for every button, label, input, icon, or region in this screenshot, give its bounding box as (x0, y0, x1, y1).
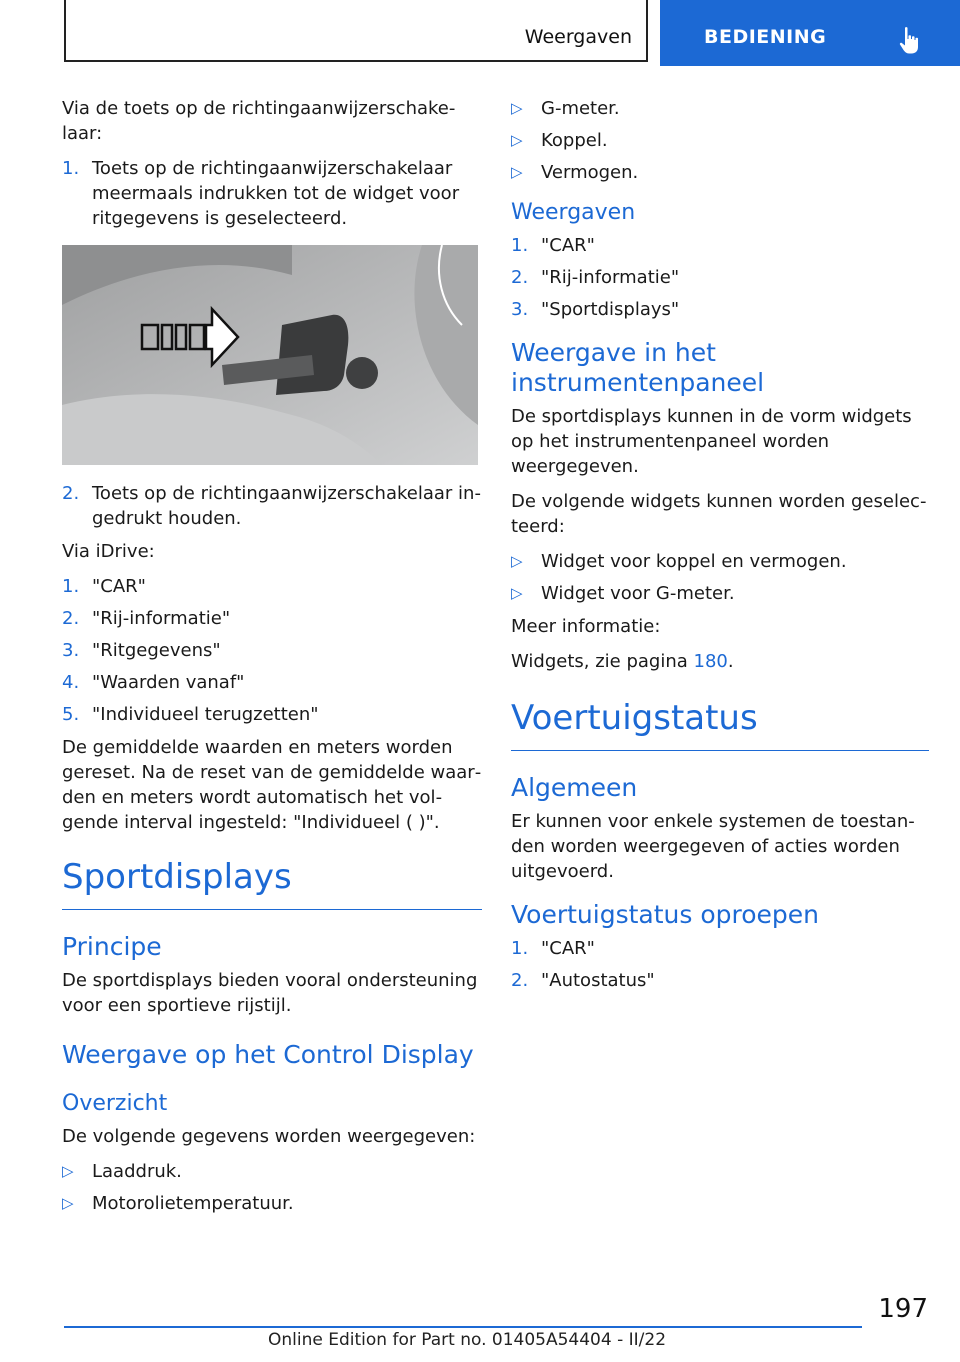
triangle-bullet-icon: ▷ (511, 99, 523, 117)
bullet-text: Widget voor G-meter. (541, 583, 735, 604)
bullet-text: Laaddruk. (92, 1161, 182, 1182)
intro-text: Via de toets op de richtingaanwijzerschakelaar: (62, 98, 456, 144)
heading-instrumentenpaneel: Weergave in het instrumentenpaneel (511, 338, 765, 397)
list-item (511, 968, 929, 993)
step-text: "Waarden vanaf" (92, 672, 245, 693)
list-item (511, 549, 929, 574)
section-header-box (64, 0, 648, 62)
bullet-text: Motorolietemperatuur. (92, 1193, 294, 1214)
heading-control-display: Weergave op het Control Display (62, 1040, 474, 1069)
reset-paragraph: De gemiddelde waarden en meters worden gereset. Na de reset van de gemiddelde waarden en meters wordt automatisch het volgende interval ingesteld: "Individueel ( )". (62, 737, 482, 833)
heading-voertuigstatus: Voertuigstatus (511, 696, 929, 751)
step-text: "Rij-informatie" (92, 608, 231, 629)
page-number: 197 (878, 1294, 928, 1324)
step-number: 2. (511, 970, 529, 991)
list-item (62, 606, 482, 631)
step-number: 4. (62, 672, 80, 693)
list-item (511, 160, 929, 185)
steps-list-a (62, 156, 482, 231)
via-idrive-text: Via iDrive: (62, 541, 155, 562)
step-text: "Rij-informatie" (541, 267, 680, 288)
meer-info-text: Meer informatie: (511, 616, 661, 637)
list-item (62, 702, 482, 727)
heading-overzicht: Overzicht (62, 1091, 168, 1116)
triangle-bullet-icon: ▷ (511, 584, 523, 602)
step-number: 2. (62, 483, 80, 504)
idrive-steps (62, 574, 482, 727)
heading-weergaven: Weergaven (511, 200, 636, 225)
list-item (511, 233, 929, 258)
reference-text: Widgets, zie pagina (511, 651, 694, 672)
page-link[interactable]: 180 (693, 651, 728, 672)
list-item (62, 1191, 482, 1216)
bullet-text: Widget voor koppel en vermogen. (541, 551, 847, 572)
steps-list-b (62, 481, 482, 531)
page-header (64, 0, 960, 66)
step-text: "CAR" (541, 938, 595, 959)
step-number: 5. (62, 704, 80, 725)
step-number: 1. (511, 938, 529, 959)
display-bullets (511, 96, 929, 185)
step-number: 1. (62, 158, 80, 179)
step-number: 2. (62, 608, 80, 629)
step-text: Toets op de richtingaanwijzerschakelaar meermaals indrukken tot de widget voor ritgegevens is geselecteerd. (92, 158, 460, 229)
step-text: "CAR" (92, 576, 146, 597)
bullet-text: Koppel. (541, 130, 608, 151)
widget-bullets (511, 549, 929, 606)
chapter-tab (660, 0, 960, 66)
list-item (511, 128, 929, 153)
bullet-text: G-meter. (541, 98, 620, 119)
list-item (511, 936, 929, 961)
right-column (511, 96, 929, 1001)
section-title: Weergaven (524, 26, 632, 48)
step-text: "Ritgegevens" (92, 640, 221, 661)
triangle-bullet-icon: ▷ (511, 552, 523, 570)
step-text: "Sportdisplays" (541, 299, 680, 320)
triangle-bullet-icon: ▷ (62, 1194, 74, 1212)
oproepen-steps (511, 936, 929, 993)
list-item (62, 638, 482, 663)
instrument-text-2: De volgende widgets kunnen worden geselecteerd: (511, 491, 927, 537)
overzicht-text: De volgende gegevens worden weergegeven: (62, 1126, 476, 1147)
step-text: "Autostatus" (541, 970, 655, 991)
overzicht-bullets (62, 1159, 482, 1216)
heading-oproepen: Voertuigstatus oproepen (511, 900, 820, 929)
list-item (511, 297, 929, 322)
step-text: Toets op de richtingaanwijzerschakelaar ingedrukt houden. (92, 483, 481, 529)
edition-text: Online Edition for Part no. 01405A54404 - II/22 (268, 1330, 667, 1350)
chapter-title: BEDIENING (704, 26, 827, 48)
algemeen-text: Er kunnen voor enkele systemen de toestanden worden weergegeven of acties worden uitgevoerd. (511, 811, 915, 882)
list-item (511, 96, 929, 121)
list-item (511, 265, 929, 290)
step-number: 1. (62, 576, 80, 597)
list-item (511, 581, 929, 606)
step-number: 3. (511, 299, 529, 320)
left-column (62, 96, 482, 1224)
step-number: 3. (62, 640, 80, 661)
list-item (62, 670, 482, 695)
heading-sportdisplays: Sportdisplays (62, 855, 482, 910)
bullet-text: Vermogen. (541, 162, 639, 183)
step-text: "CAR" (541, 235, 595, 256)
reference-suffix: . (727, 651, 734, 672)
triangle-bullet-icon: ▷ (511, 163, 523, 181)
turn-signal-switch-illustration (62, 245, 478, 465)
step-number: 2. (511, 267, 529, 288)
widgets-reference (511, 649, 929, 674)
list-item (62, 156, 482, 231)
triangle-bullet-icon: ▷ (62, 1162, 74, 1180)
weergaven-steps (511, 233, 929, 322)
step-number: 1. (511, 235, 529, 256)
list-item (62, 1159, 482, 1184)
heading-principe: Principe (62, 932, 162, 961)
step-text: "Individueel terugzetten" (92, 704, 319, 725)
principe-text: De sportdisplays bieden vooral ondersteuning voor een sportieve rijstijl. (62, 970, 478, 1016)
list-item (62, 574, 482, 599)
list-item (62, 481, 482, 531)
triangle-bullet-icon: ▷ (511, 131, 523, 149)
heading-algemeen: Algemeen (511, 773, 638, 802)
instrument-text-1: De sportdisplays kunnen in de vorm widgets op het instrumentenpaneel worden weergegeven. (511, 406, 912, 477)
footer-divider (64, 1326, 862, 1328)
hand-pointer-icon (898, 26, 922, 56)
